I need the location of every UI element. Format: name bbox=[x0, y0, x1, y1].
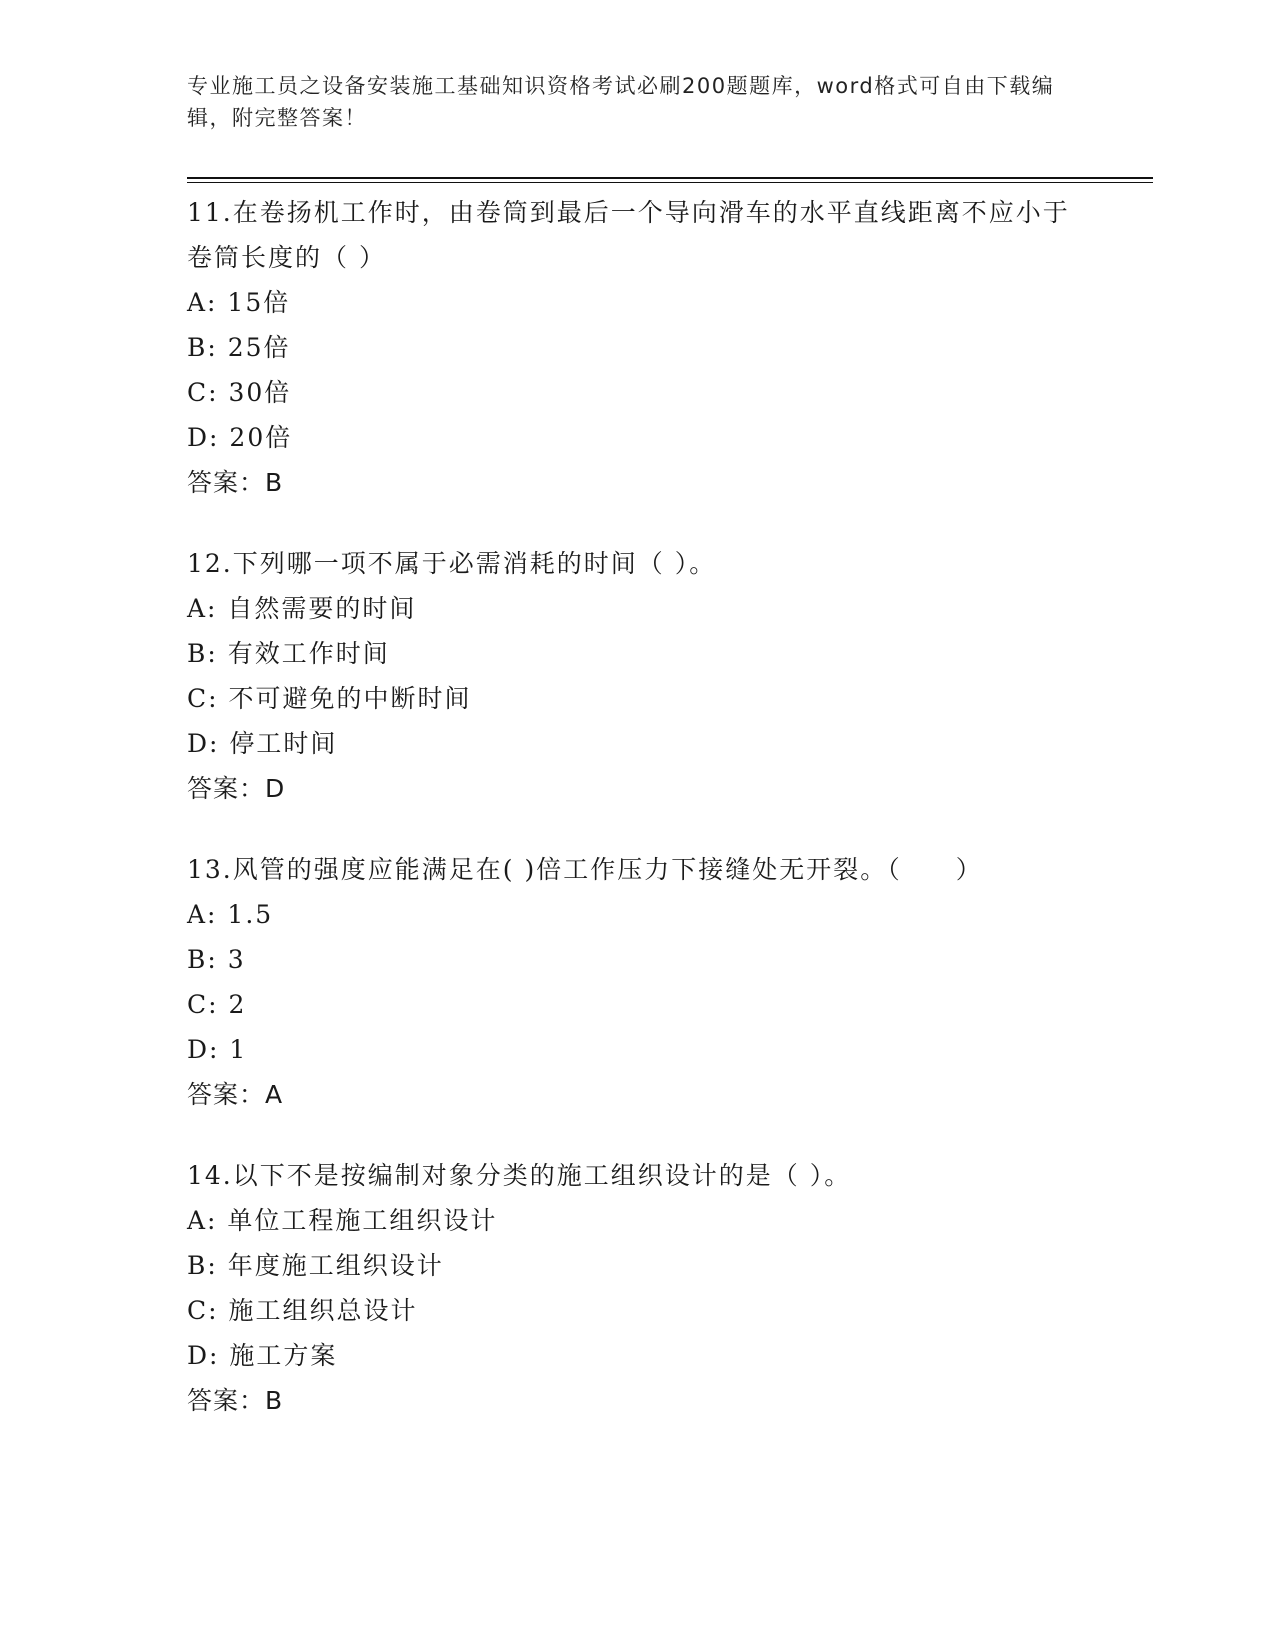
option-d: D: 1 bbox=[187, 1035, 248, 1064]
option-b: B: 3 bbox=[187, 945, 246, 974]
answer-line: 答案：B bbox=[187, 468, 284, 497]
header-divider-thin bbox=[187, 182, 1153, 183]
question-14 bbox=[187, 1153, 1087, 1423]
option-d: D: 20倍 bbox=[187, 423, 293, 452]
question-12 bbox=[187, 541, 1087, 811]
option-c: C: 不可避免的中断时间 bbox=[187, 684, 472, 713]
option-d: D: 施工方案 bbox=[187, 1341, 338, 1370]
answer-line: 答案：B bbox=[187, 1386, 284, 1415]
option-b: B: 25倍 bbox=[187, 333, 291, 362]
option-c: C: 30倍 bbox=[187, 378, 292, 407]
question-stem: 13.风管的强度应能满足在( )倍工作压力下接缝处无开裂。（ ） bbox=[187, 855, 983, 884]
option-b: B: 有效工作时间 bbox=[187, 639, 390, 668]
option-c: C: 2 bbox=[187, 990, 247, 1019]
option-a: A: 15倍 bbox=[187, 288, 291, 317]
question-stem: 14.以下不是按编制对象分类的施工组织设计的是（ ）。 bbox=[187, 1161, 852, 1190]
option-c: C: 施工组织总设计 bbox=[187, 1296, 418, 1325]
question-stem: 12.下列哪一项不属于必需消耗的时间（ ）。 bbox=[187, 549, 717, 578]
question-list bbox=[187, 190, 1087, 1459]
option-b: B: 年度施工组织设计 bbox=[187, 1251, 444, 1280]
question-13 bbox=[187, 847, 1087, 1117]
document-header: 专业施工员之设备安装施工基础知识资格考试必刷200题题库，word格式可自由下载编辑，附完整答案！ bbox=[187, 74, 1055, 130]
answer-line: 答案：A bbox=[187, 1080, 284, 1109]
option-d: D: 停工时间 bbox=[187, 729, 338, 758]
question-stem: 11.在卷扬机工作时，由卷筒到最后一个导向滑车的水平直线距离不应小于卷筒长度的（ ） bbox=[187, 198, 1070, 272]
answer-line: 答案：D bbox=[187, 774, 286, 803]
option-a: A: 自然需要的时间 bbox=[187, 594, 417, 623]
header-divider-thick bbox=[187, 177, 1153, 179]
option-a: A: 1.5 bbox=[187, 900, 274, 929]
option-a: A: 单位工程施工组织设计 bbox=[187, 1206, 498, 1235]
question-11 bbox=[187, 190, 1087, 505]
